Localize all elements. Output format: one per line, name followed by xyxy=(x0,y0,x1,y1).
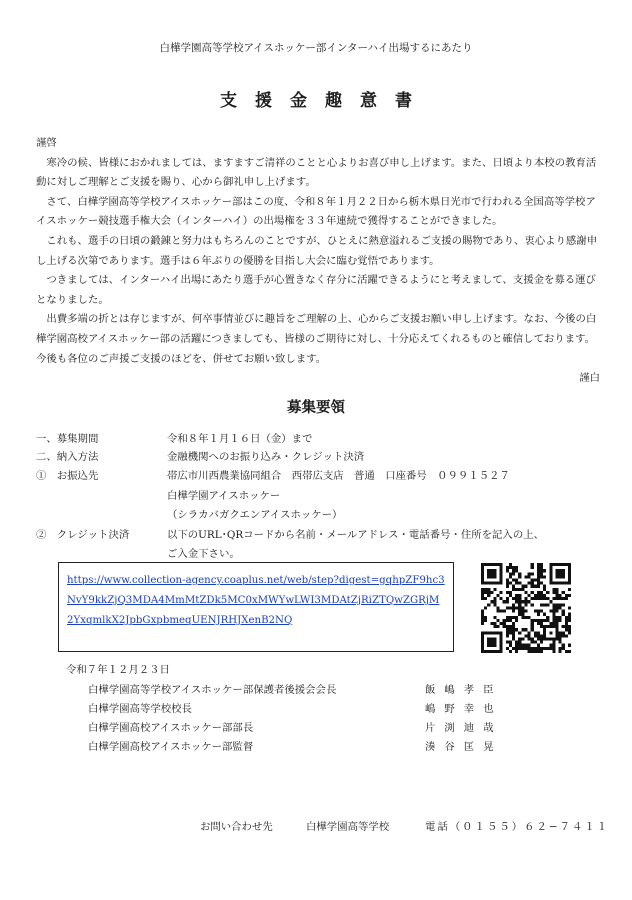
credit-label: ② クレジット決済 xyxy=(36,529,130,541)
payment-url-link[interactable]: https://www.collection-agency.coaplus.net/web/step?digest=gqhpZF9hc3NvY9kkZjQ3MDA4MmMtZDk5MC0xMWYwLWI3MDAtZjRiZTQwZGRjM2YxqmlkX2JpbGxpbmeqUENJRHJXenB2NQ xyxy=(67,575,445,626)
signer-title-1: 白樺学園高等学校アイスホッケー部保護者後援会会長 xyxy=(88,684,337,696)
period-value: 令和８年１月１６日（金）まで xyxy=(167,433,313,445)
contact-school: 白樺学園高等学校 xyxy=(306,821,390,833)
closing: 謹白 xyxy=(579,372,600,384)
signer-title-2: 白樺学園高等学校校長 xyxy=(88,703,192,715)
contact-phone: 電話（０１５５）６２−７４１１ xyxy=(425,821,610,833)
period-label: 一、募集期間 xyxy=(36,433,99,445)
signer-name-3: 片渕迪哉 xyxy=(425,722,503,734)
contact-label: お問い合わせ先 xyxy=(200,821,273,833)
signer-name-2: 嶋野幸也 xyxy=(425,703,503,715)
paragraph-1: 寒冷の候、皆様におかれましては、ますますご清祥のことと心よりお喜び申し上げます。また、日頃より本校の教育活動に対しご理解とご支援を賜り、心から御礼申し上げます。 xyxy=(36,156,597,189)
signer-name-4: 湊谷匡晃 xyxy=(425,741,503,753)
transfer-holder-kana: （シラカバガクエンアイスホッケー） xyxy=(167,509,343,521)
issue-date: 令和７年１２月２３日 xyxy=(66,664,170,676)
signer-name-1: 飯嶋孝臣 xyxy=(425,684,503,696)
signer-title-4: 白樺学園高校アイスホッケー部監督 xyxy=(88,741,254,753)
transfer-account: 帯広市川西農業協同組合 西帯広支店 普通 口座番号 ０９９１５２７ xyxy=(167,470,510,482)
transfer-holder: 白樺学園アイスホッケー xyxy=(167,490,281,502)
method-value: 金融機関へのお振り込み・クレジット決済 xyxy=(167,451,365,463)
document-subtitle: 白樺学園高等学校アイスホッケー部インターハイ出場するにあたり xyxy=(159,42,473,54)
paragraph-2: さて、白樺学園高等学校アイスホッケー部はこの度、令和８年１月２２日から栃木県日光市で行われる全国高等学校アイスホッケー競技選手権大会（インターハイ）の出場権を３３年連続で獲得することができました。 xyxy=(36,195,596,228)
credit-instruction-1: 以下のURL･QRコードから名前・メールアドレス・電話番号・住所を記入の上、 xyxy=(167,529,544,541)
document-title: 支援金趣意書 xyxy=(220,91,430,111)
paragraph-3: これも、選手の日頃の鍛錬と努力はもちろんのことですが、ひとえに熱意溢れるご支援の賜物であり、衷心より感謝申し上げる次第であります。選手は６年ぶりの優勝を目指し大会に臨む覚悟であります。 xyxy=(36,234,598,267)
qr-code-icon[interactable] xyxy=(481,563,571,653)
signer-title-3: 白樺学園高校アイスホッケー部部長 xyxy=(88,722,254,734)
paragraph-4: つきましては、インターハイ出場にあたり選手が心置きなく存分に活躍できるようにと考えまして、支援金を募る運びとなりました。 xyxy=(36,274,596,306)
transfer-label: ① お振込先 xyxy=(36,470,99,482)
outline-heading: 募集要領 xyxy=(287,399,345,416)
greeting: 謹啓 xyxy=(36,137,57,149)
payment-url-box xyxy=(58,562,454,652)
letter-body xyxy=(36,134,604,369)
paragraph-5: 出費多端の折とは存じますが、何卒事情並びに趣旨をご理解の上、心からご支援お願い申し上げます。なお、今後の白樺学園高校アイスホッケー部の活躍につきましても、皆様のご期待に対し、十分応えてくれるものと確信しております。今後も各位のご声援ご支援のほどを、併せてお願い致します。 xyxy=(36,313,597,365)
method-label: 二、納入方法 xyxy=(36,451,99,463)
credit-instruction-2: ご入金下さい。 xyxy=(167,548,240,560)
